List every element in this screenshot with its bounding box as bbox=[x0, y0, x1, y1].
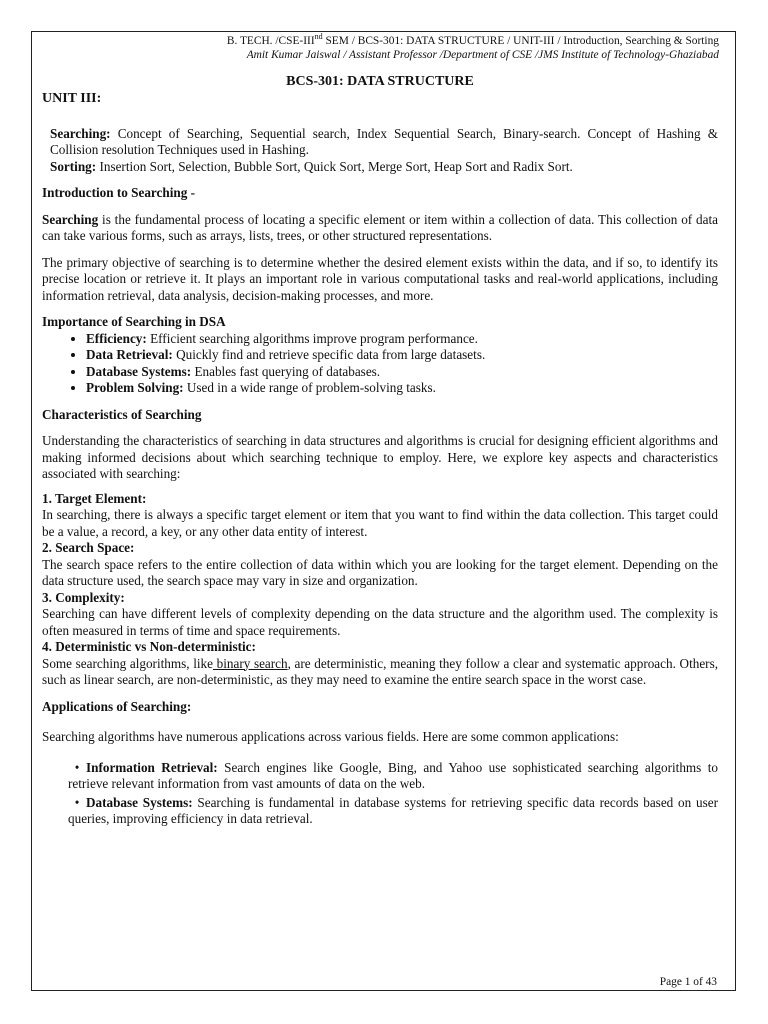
characteristics-heading: Characteristics of Searching bbox=[42, 406, 202, 422]
characteristic-1-title: 1. Target Element: bbox=[42, 490, 147, 506]
list-item: • Information Retrieval: Search engines like Google, Bing, and Yahoo use sophisticated searching algorithms to retrieve relevant information from vast amounts of data on the web. bbox=[68, 759, 718, 791]
bullet-icon: • bbox=[74, 759, 80, 775]
bullet-icon: • bbox=[74, 794, 80, 810]
characteristic-2-title: 2. Search Space: bbox=[42, 540, 135, 555]
characteristic-4-text: Some searching algorithms, like binary search, are deterministic, meaning they follow a clear and systematic approach. Others, such as linear search, are non-deterministic, as they may need to examine the entire search space in the worst case. bbox=[42, 655, 718, 687]
unit-heading: UNIT III: bbox=[42, 91, 102, 106]
running-header bbox=[42, 34, 719, 62]
intro-paragraph-1: Searching is the fundamental process of locating a specific element or item within a collection of data. This collection of data can take various forms, such as arrays, lists, trees, or other structured representations. bbox=[42, 211, 718, 243]
applications-list bbox=[42, 760, 718, 828]
syllabus-searching: Searching: Concept of Searching, Sequential search, Index Sequential Search, Binary-search. Concept of Hashing & Collision resolution Techniques used in Hashing. bbox=[50, 125, 718, 157]
importance-heading: Importance of Searching in DSA bbox=[42, 314, 226, 329]
list-item: • Database Systems: Searching is fundamental in database systems for retrieving specific data records based on user queries, improving efficiency in data retrieval. bbox=[68, 794, 718, 826]
syllabus-sorting: Sorting: Insertion Sort, Selection, Bubble Sort, Quick Sort, Merge Sort, Heap Sort and Radix Sort. bbox=[50, 158, 573, 174]
characteristic-4-title: 4. Deterministic vs Non-deterministic: bbox=[42, 639, 256, 654]
characteristics-intro: Understanding the characteristics of searching in data structures and algorithms is crucial for designing efficient algorithms and making informed decisions about which searching technique to employ. Here, we explore key aspects and characteristics associated with searching: bbox=[42, 433, 718, 481]
list-item: • Efficiency: Efficient searching algorithms improve program performance. bbox=[86, 331, 718, 348]
characteristic-2-text: The search space refers to the entire collection of data within which you are looking for the target element. Depending on the data structure used, the search space may vary in size and organization. bbox=[42, 556, 718, 588]
binary-search-link[interactable]: binary search bbox=[212, 655, 288, 671]
characteristic-1-text: In searching, there is always a specific target element or item that you want to find within the data collection. This target could be a value, a record, a key, or any other data entity of interest. bbox=[42, 507, 718, 539]
list-item: • Database Systems: Enables fast querying of databases. bbox=[86, 364, 718, 381]
syllabus-block bbox=[50, 126, 718, 176]
header-author-line: Amit Kumar Jaiswal / Assistant Professor /Department of CSE /JMS Institute of Technology-Ghaziabad bbox=[246, 49, 719, 61]
header-course-line: B. TECH. /CSE-IIInd SEM / BCS-301: DATA STRUCTURE / UNIT-III / Introduction, Searching & Sorting bbox=[226, 32, 719, 47]
intro-heading: Introduction to Searching - bbox=[42, 185, 196, 200]
document-title: BCS-301: DATA STRUCTURE bbox=[286, 74, 474, 89]
intro-paragraph-2: The primary objective of searching is to determine whether the desired element exists within the data, and if so, to identify its precise location or retrieve it. It plays an important role in various computational tasks and real-world applications, including information retrieval, data analysis, decision-making processes, and more. bbox=[42, 254, 718, 303]
applications-intro: Searching algorithms have numerous applications across various fields. Here are some common applications: bbox=[42, 729, 619, 744]
importance-list bbox=[42, 331, 718, 397]
characteristic-3-title: 3. Complexity: bbox=[42, 589, 125, 605]
page-number: Page 1 of 43 bbox=[659, 976, 717, 988]
applications-heading: Applications of Searching: bbox=[42, 698, 192, 714]
page-content bbox=[42, 34, 718, 828]
list-item: • Data Retrieval: Quickly find and retrieve specific data from large datasets. bbox=[86, 347, 718, 364]
list-item: • Problem Solving: Used in a wide range of problem-solving tasks. bbox=[86, 380, 718, 397]
characteristic-3-text: Searching can have different levels of complexity depending on the data structure and the algorithm used. The complexity is often measured in terms of time and space requirements. bbox=[42, 606, 718, 638]
